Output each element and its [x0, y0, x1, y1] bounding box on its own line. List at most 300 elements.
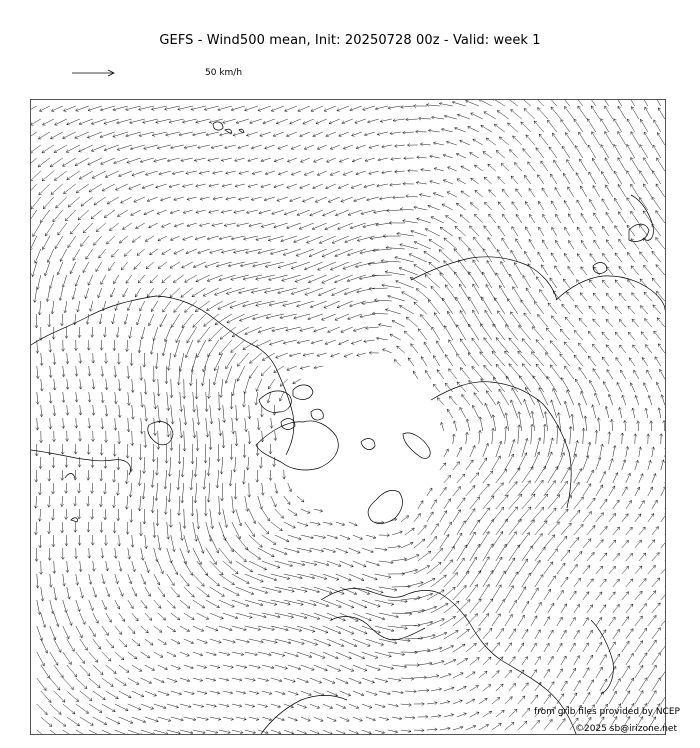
- wind-arrow: [392, 639, 411, 642]
- wind-arrow: [236, 119, 249, 124]
- wind-arrow: [35, 249, 41, 263]
- wind-arrow: [127, 301, 132, 311]
- reference-speed-label: 50 km/h: [205, 68, 243, 78]
- wind-arrow: [453, 510, 461, 522]
- wind-map[interactable]: [31, 100, 665, 734]
- wind-arrow: [211, 145, 223, 149]
- wind-arrow: [479, 584, 489, 600]
- wind-arrow: [474, 214, 482, 223]
- wind-arrow: [403, 220, 418, 224]
- wind-arrow: [219, 574, 235, 585]
- wind-arrow: [587, 579, 594, 587]
- wind-arrow: [126, 275, 132, 283]
- wind-arrow: [301, 158, 310, 162]
- wind-arrow: [616, 358, 622, 367]
- wind-arrow: [570, 510, 580, 522]
- wind-arrow: [587, 605, 593, 613]
- wind-arrow: [366, 691, 377, 696]
- wind-arrow: [273, 132, 284, 137]
- wind-arrow: [624, 420, 627, 431]
- wind-arrow: [337, 301, 353, 308]
- wind-arrow: [83, 262, 89, 273]
- wind-arrow: [113, 106, 128, 111]
- wind-arrow: [257, 418, 260, 430]
- wind-arrow: [584, 416, 587, 431]
- wind-arrow: [351, 340, 362, 344]
- wind-arrow: [223, 535, 234, 552]
- wind-arrow: [505, 586, 514, 600]
- wind-arrow: [79, 379, 82, 389]
- wind-arrow: [167, 574, 174, 586]
- wind-arrow: [609, 566, 616, 574]
- wind-arrow: [633, 345, 639, 353]
- wind-arrow: [35, 444, 38, 456]
- wind-arrow: [414, 566, 430, 574]
- wind-arrow: [165, 106, 180, 110]
- wind-arrow: [442, 204, 453, 210]
- wind-arrow: [440, 560, 453, 574]
- wind-arrow: [37, 704, 48, 715]
- map-frame[interactable]: [30, 99, 666, 735]
- wind-arrow: [260, 405, 263, 417]
- wind-arrow: [310, 548, 324, 552]
- wind-arrow: [40, 405, 43, 417]
- wind-arrow: [89, 730, 103, 734]
- wind-arrow: [207, 457, 210, 476]
- wind-arrow: [509, 338, 522, 353]
- wind-arrow: [167, 548, 173, 563]
- wind-arrow: [40, 431, 43, 443]
- wind-arrow: [162, 340, 167, 356]
- wind-arrow: [513, 136, 522, 145]
- wind-arrow: [129, 483, 132, 497]
- wind-arrow: [89, 678, 100, 688]
- wind-arrow: [158, 236, 167, 241]
- coast-hawaii: [71, 518, 78, 522]
- wind-arrow: [535, 575, 543, 588]
- wind-arrow: [509, 683, 516, 691]
- wind-arrow: [403, 182, 414, 185]
- wind-arrow: [569, 426, 572, 444]
- wind-arrow: [119, 587, 124, 596]
- wind-arrow: [431, 715, 441, 718]
- wind-arrow: [143, 353, 146, 367]
- wind-arrow: [141, 327, 145, 339]
- wind-arrow: [578, 106, 587, 119]
- wind-arrow: [89, 184, 102, 192]
- wind-arrow: [639, 197, 648, 210]
- wind-arrow: [251, 197, 261, 201]
- wind-arrow: [401, 677, 414, 680]
- wind-arrow: [509, 494, 522, 509]
- wind-arrow: [220, 457, 223, 474]
- wind-arrow: [283, 470, 286, 479]
- wind-arrow: [317, 145, 327, 150]
- wind-arrow: [417, 156, 427, 159]
- wind-arrow: [397, 346, 405, 353]
- wind-arrow: [166, 132, 180, 136]
- wind-arrow: [128, 704, 141, 710]
- wind-arrow: [583, 668, 589, 678]
- wind-arrow: [444, 546, 455, 561]
- wind-arrow: [574, 330, 582, 340]
- wind-arrow: [58, 223, 67, 235]
- wind-arrow: [581, 213, 587, 223]
- wind-arrow: [327, 158, 336, 162]
- wind-arrow: [565, 133, 573, 145]
- wind-arrow: [663, 420, 665, 431]
- wind-arrow: [444, 687, 454, 691]
- wind-arrow: [183, 236, 193, 240]
- wind-arrow: [284, 548, 300, 553]
- wind-arrow: [593, 293, 600, 301]
- wind-arrow: [127, 418, 130, 432]
- wind-arrow: [89, 626, 96, 637]
- wind-arrow: [506, 325, 518, 341]
- wind-arrow: [388, 600, 408, 603]
- wind-arrow: [262, 353, 275, 360]
- wind-arrow: [284, 522, 296, 528]
- wind-arrow: [190, 470, 193, 490]
- wind-arrow: [466, 100, 479, 106]
- wind-arrow: [657, 158, 665, 171]
- wind-arrow: [80, 587, 84, 598]
- wind-arrow: [179, 353, 184, 372]
- wind-arrow: [621, 370, 626, 379]
- wind-arrow: [661, 691, 665, 704]
- wind-arrow: [53, 431, 56, 442]
- wind-arrow: [297, 210, 310, 216]
- wind-arrow: [405, 528, 415, 535]
- wind-arrow: [206, 548, 217, 565]
- wind-arrow: [575, 305, 582, 314]
- wind-arrow: [283, 249, 301, 256]
- wind-arrow: [178, 496, 181, 516]
- wind-arrow: [557, 669, 563, 678]
- wind-arrow: [601, 172, 608, 185]
- wind-arrow: [634, 370, 639, 379]
- wind-arrow: [388, 678, 401, 682]
- wind-arrow: [465, 432, 468, 444]
- wind-arrow: [430, 155, 440, 158]
- wind-arrow: [283, 340, 297, 344]
- wind-arrow: [557, 481, 568, 496]
- wind-arrow: [570, 643, 575, 652]
- wind-arrow: [362, 704, 372, 708]
- wind-arrow: [50, 678, 60, 690]
- wind-arrow: [132, 665, 142, 671]
- wind-arrow: [440, 463, 446, 470]
- wind-arrow: [564, 401, 570, 418]
- wind-arrow: [418, 689, 429, 692]
- wind-arrow: [522, 546, 533, 561]
- wind-arrow: [484, 338, 496, 353]
- wind-arrow: [155, 457, 158, 475]
- wind-arrow: [336, 730, 345, 734]
- wind-arrow: [658, 108, 665, 119]
- wind-arrow: [93, 717, 107, 725]
- wind-arrow: [606, 293, 613, 301]
- wind-arrow: [32, 262, 37, 277]
- wind-arrow: [533, 100, 544, 106]
- wind-arrow: [628, 100, 635, 106]
- wind-arrow: [551, 316, 560, 327]
- wind-arrow: [288, 717, 298, 721]
- wind-arrow: [226, 171, 236, 174]
- wind-arrow: [417, 218, 431, 223]
- wind-arrow: [230, 444, 233, 460]
- wind-arrow: [441, 128, 452, 132]
- wind-arrow: [414, 206, 427, 210]
- wind-arrow: [136, 314, 140, 325]
- wind-arrow: [544, 643, 549, 652]
- wind-arrow: [66, 561, 69, 573]
- wind-arrow: [609, 486, 615, 496]
- wind-arrow: [437, 341, 444, 353]
- wind-arrow: [250, 353, 262, 363]
- wind-arrow: [460, 140, 470, 145]
- coast-scandinavia: [368, 490, 402, 523]
- wind-arrow: [131, 431, 134, 446]
- wind-arrow: [135, 288, 141, 297]
- wind-arrow: [102, 626, 109, 636]
- wind-arrow: [35, 314, 38, 328]
- wind-arrow: [482, 297, 492, 314]
- wind-arrow: [75, 132, 89, 139]
- wind-arrow: [479, 725, 489, 731]
- wind-arrow: [138, 496, 141, 511]
- wind-arrow: [62, 366, 65, 377]
- wind-arrow: [180, 522, 184, 541]
- wind-arrow: [516, 239, 522, 249]
- wind-arrow: [378, 158, 388, 161]
- wind-arrow: [212, 223, 223, 227]
- wind-arrow: [174, 301, 184, 312]
- wind-arrow: [557, 694, 564, 704]
- wind-arrow: [259, 210, 271, 214]
- wind-arrow: [317, 171, 327, 176]
- wind-arrow: [206, 574, 220, 586]
- wind-arrow: [218, 392, 221, 411]
- wind-arrow: [181, 158, 193, 162]
- wind-arrow: [632, 293, 639, 301]
- wind-arrow: [421, 357, 427, 367]
- wind-arrow: [41, 639, 48, 653]
- wind-arrow: [605, 406, 609, 418]
- wind-arrow: [186, 171, 197, 175]
- wind-arrow: [194, 483, 197, 503]
- wind-arrow: [67, 119, 80, 125]
- wind-arrow: [505, 670, 512, 678]
- wind-arrow: [479, 532, 489, 549]
- wind-arrow: [340, 717, 349, 721]
- wind-arrow: [297, 496, 304, 502]
- wind-arrow: [291, 288, 310, 295]
- wind-arrow: [441, 422, 444, 431]
- wind-arrow: [471, 113, 483, 119]
- wind-arrow: [519, 325, 531, 340]
- wind-arrow: [288, 691, 298, 695]
- wind-arrow: [622, 666, 630, 678]
- wind-arrow: [544, 535, 555, 548]
- wind-arrow: [231, 236, 245, 240]
- wind-arrow: [182, 184, 192, 188]
- wind-arrow: [515, 163, 522, 172]
- wind-arrow: [209, 210, 219, 213]
- wind-arrow: [561, 467, 570, 483]
- wind-arrow: [327, 561, 341, 567]
- wind-arrow: [220, 132, 232, 136]
- coast-hudson-bay: [148, 422, 173, 445]
- wind-arrow: [153, 522, 156, 538]
- wind-arrow: [630, 383, 635, 392]
- wind-arrow: [115, 626, 122, 635]
- wind-arrow: [622, 641, 629, 652]
- wind-arrow: [426, 103, 440, 106]
- wind-arrow: [414, 621, 433, 626]
- wind-arrow: [162, 223, 171, 227]
- wind-arrow: [511, 110, 522, 120]
- wind-arrow: [565, 366, 574, 379]
- wind-arrow: [414, 265, 431, 275]
- wind-arrow: [496, 338, 509, 353]
- wind-arrow: [246, 132, 257, 136]
- wind-arrow: [143, 119, 158, 124]
- wind-arrow: [575, 379, 583, 392]
- wind-arrow: [80, 665, 90, 676]
- wind-arrow: [193, 678, 203, 682]
- wind-arrow: [44, 262, 49, 276]
- wind-arrow: [104, 457, 107, 468]
- wind-arrow: [163, 301, 171, 312]
- coast-africa: [261, 696, 347, 735]
- wind-arrow: [639, 653, 647, 665]
- wind-arrow: [484, 177, 492, 184]
- wind-arrow: [639, 579, 646, 588]
- wind-arrow: [613, 473, 618, 483]
- wind-arrow: [206, 132, 219, 136]
- wind-arrow: [39, 457, 42, 469]
- wind-arrow: [466, 485, 475, 496]
- wind-arrow: [526, 135, 535, 145]
- wind-arrow: [118, 405, 121, 418]
- wind-arrow: [546, 353, 557, 366]
- wind-arrow: [626, 579, 633, 587]
- wind-arrow: [274, 223, 288, 228]
- wind-arrow: [509, 629, 516, 639]
- wind-arrow: [561, 630, 566, 639]
- wind-arrow: [449, 340, 457, 353]
- wind-arrow: [577, 280, 583, 288]
- wind-arrow: [143, 457, 146, 474]
- wind-arrow: [627, 198, 635, 210]
- wind-arrow: [245, 600, 263, 606]
- wind-arrow: [549, 147, 557, 158]
- wind-arrow: [459, 284, 470, 301]
- wind-arrow: [277, 197, 288, 201]
- wind-arrow: [613, 654, 620, 665]
- wind-arrow: [140, 418, 143, 434]
- wind-arrow: [154, 678, 165, 683]
- wind-arrow: [184, 613, 194, 620]
- wind-arrow: [141, 392, 144, 407]
- wind-arrow: [235, 431, 238, 446]
- wind-arrow: [453, 462, 460, 470]
- wind-arrow: [219, 548, 232, 564]
- wind-arrow: [54, 691, 65, 702]
- wind-arrow: [457, 713, 467, 717]
- wind-arrow: [199, 223, 209, 227]
- wind-arrow: [457, 545, 467, 561]
- wind-arrow: [470, 445, 475, 457]
- wind-arrow: [180, 548, 187, 564]
- wind-arrow: [526, 288, 535, 301]
- wind-arrow: [427, 488, 432, 496]
- wind-arrow: [535, 547, 545, 561]
- wind-arrow: [126, 444, 129, 458]
- wind-arrow: [496, 495, 508, 509]
- wind-arrow: [644, 292, 652, 301]
- wind-arrow: [285, 106, 297, 112]
- wind-arrow: [414, 514, 421, 523]
- wind-arrow: [145, 665, 155, 670]
- wind-arrow: [615, 280, 622, 288]
- wind-arrow: [388, 572, 405, 575]
- wind-arrow: [223, 691, 233, 694]
- wind-arrow: [158, 639, 167, 644]
- wind-arrow: [425, 370, 430, 379]
- wind-arrow: [131, 210, 141, 216]
- wind-arrow: [72, 288, 76, 300]
- wind-arrow: [221, 158, 232, 162]
- wind-arrow: [505, 614, 513, 626]
- wind-arrow: [615, 253, 622, 262]
- wind-arrow: [375, 574, 391, 578]
- wind-arrow: [258, 522, 269, 534]
- wind-arrow: [567, 160, 574, 172]
- wind-arrow: [574, 680, 580, 691]
- wind-arrow: [457, 179, 466, 184]
- wind-arrow: [581, 391, 587, 405]
- wind-arrow: [169, 119, 184, 123]
- wind-arrow: [167, 704, 179, 708]
- wind-arrow: [343, 171, 353, 175]
- wind-arrow: [401, 596, 421, 600]
- wind-arrow: [300, 184, 310, 189]
- wind-arrow: [172, 171, 184, 175]
- wind-arrow: [129, 327, 132, 338]
- wind-arrow: [131, 379, 134, 393]
- wind-arrow: [206, 522, 212, 541]
- wind-arrow: [246, 210, 257, 214]
- wind-arrow: [379, 561, 394, 564]
- wind-arrow: [258, 704, 268, 708]
- wind-arrow: [125, 496, 128, 509]
- wind-arrow: [488, 238, 496, 250]
- wind-arrow: [61, 496, 64, 507]
- wind-arrow: [256, 340, 271, 347]
- wind-arrow: [225, 145, 236, 149]
- wind-arrow: [522, 467, 533, 483]
- wind-arrow: [575, 146, 583, 159]
- wind-arrow: [390, 334, 401, 340]
- wind-arrow: [653, 305, 661, 314]
- wind-arrow: [661, 565, 665, 574]
- wind-arrow: [197, 613, 209, 619]
- wind-arrow: [291, 171, 301, 175]
- wind-arrow: [518, 670, 524, 678]
- wind-arrow: [393, 196, 405, 199]
